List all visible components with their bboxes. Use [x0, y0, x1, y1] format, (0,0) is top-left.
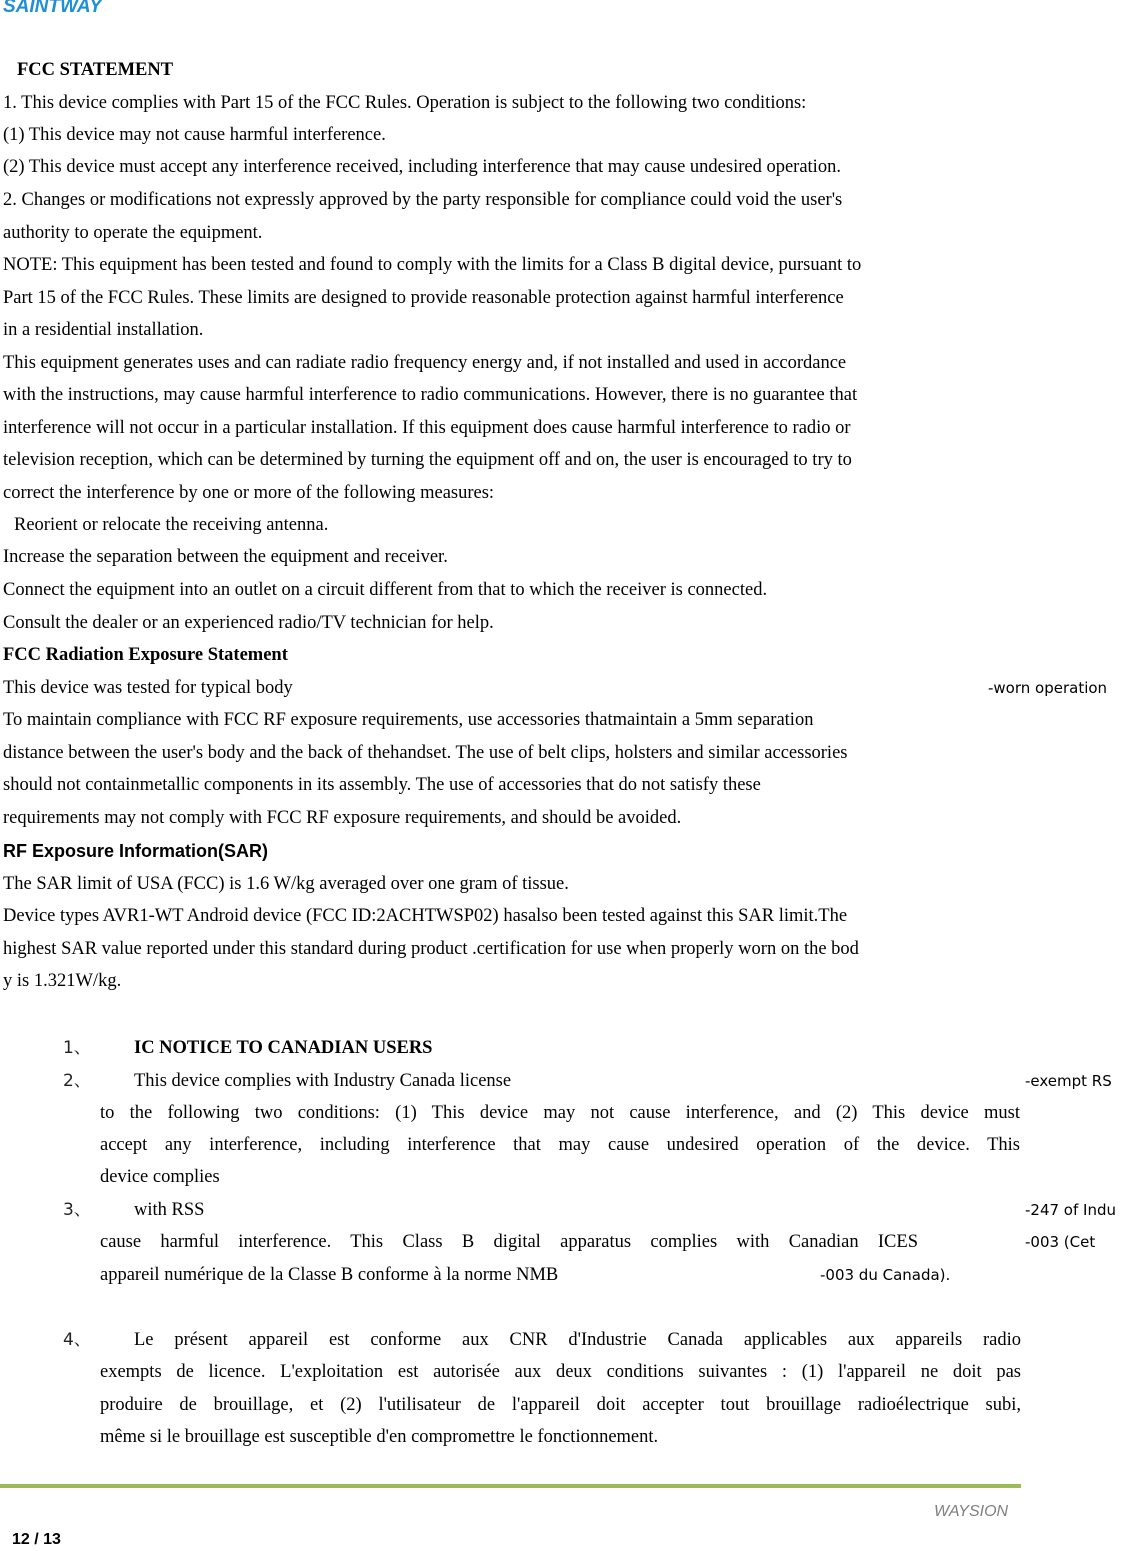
ic-line: This device complies with Industry Canada license [134, 1071, 512, 1091]
exposure-line: To maintain compliance with FCC RF exposure requirements, use accessories thatmaintain a 5mm separation [3, 710, 814, 730]
fcc-line: in a residential installation. [3, 320, 204, 340]
exposure-line: distance between the user's body and the back of thehandset. The use of belt clips, holsters and similar accessories [3, 743, 848, 763]
fcc-line: television reception, which can be determined by turning the equipment off and on, the user is encouraged to try to [3, 450, 852, 470]
fcc-line: interference will not occur in a particular installation. If this equipment does cause harmful interference to radio or [3, 418, 851, 438]
ic-item-number: 4、 [63, 1330, 91, 1350]
footer-rule [0, 1484, 1021, 1488]
fcc-measure: Consult the dealer or an experienced radio/TV technician for help. [3, 613, 494, 633]
exposure-line-fragment: -worn operation [988, 679, 1108, 697]
footer-brand: WAYSION [934, 1503, 1009, 1520]
ic-item-number: 1、 [63, 1038, 91, 1058]
ic-line: accept any interference, including interference that may cause undesired operation of the device. This [100, 1135, 1020, 1155]
ic-line: cause harmful interference. This Class B digital apparatus complies with Canadian ICES [100, 1232, 918, 1252]
ic-line: produire de brouillage, et (2) l'utilisateur de l'appareil doit accepter tout brouillage radioélectrique subi, [100, 1395, 1021, 1415]
ic-line: Le présent appareil est conforme aux CNR d'Industrie Canada applicables aux appareils radio [134, 1330, 1021, 1350]
sar-line: highest SAR value reported under this standard during product .certification for use when properly worn on the bod [3, 939, 859, 959]
exposure-line: should not containmetallic components in its assembly. The use of accessories that do not satisfy these [3, 775, 761, 795]
fcc-line: 1. This device complies with Part 15 of the FCC Rules. Operation is subject to the following two conditions: [3, 93, 807, 113]
ic-line: device complies [100, 1167, 220, 1187]
ic-line: exempts de licence. L'exploitation est autorisée aux deux conditions suivantes : (1) l'appareil ne doit pas [100, 1362, 1021, 1382]
fcc-line: with the instructions, may cause harmful interference to radio communications. However, there is no guarantee that [3, 385, 858, 405]
sar-line: The SAR limit of USA (FCC) is 1.6 W/kg averaged over one gram of tissue. [3, 874, 569, 894]
ic-line: to the following two conditions: (1) This device may not cause interference, and (2) This device must [100, 1103, 1020, 1123]
fcc-line: NOTE: This equipment has been tested and found to comply with the limits for a Class B digital device, pursuant to [3, 255, 862, 275]
fcc-line: 2. Changes or modifications not expressly approved by the party responsible for compliance could void the user's [3, 190, 843, 210]
ic-item-number: 2、 [63, 1071, 91, 1091]
fcc-measure: Increase the separation between the equipment and receiver. [3, 547, 448, 567]
exposure-line: This device was tested for typical body [3, 678, 293, 698]
ic-line: appareil numérique de la Classe B conforme à la norme NMB [100, 1265, 559, 1285]
fcc-heading: FCC STATEMENT [17, 60, 174, 80]
exposure-line: requirements may not comply with FCC RF exposure requirements, and should be avoided. [3, 808, 682, 828]
ic-line-fragment: -003 (Cet [1025, 1233, 1096, 1251]
fcc-measure: Reorient or relocate the receiving antenna. [14, 515, 329, 535]
fcc-line: This equipment generates uses and can radiate radio frequency energy and, if not installed and used in accordance [3, 353, 847, 373]
ic-line-fragment: -247 of Indu [1025, 1201, 1116, 1219]
fcc-line: correct the interference by one or more of the following measures: [3, 483, 495, 503]
ic-item-number: 3、 [63, 1200, 91, 1220]
ic-line-fragment: -003 du Canada). [820, 1266, 951, 1284]
fcc-line: authority to operate the equipment. [3, 223, 263, 243]
ic-heading: IC NOTICE TO CANADIAN USERS [134, 1038, 433, 1058]
ic-line-fragment: -exempt RS [1025, 1072, 1112, 1090]
exposure-heading: FCC Radiation Exposure Statement [3, 645, 288, 665]
page-number: 12 / 13 [12, 1531, 61, 1548]
fcc-measure: Connect the equipment into an outlet on a circuit different from that to which the receiver is connected. [3, 580, 768, 600]
sar-line: y is 1.321W/kg. [3, 971, 122, 991]
fcc-line: Part 15 of the FCC Rules. These limits are designed to provide reasonable protection against harmful interference [3, 288, 844, 308]
ic-line: with RSS [134, 1200, 205, 1220]
sar-heading: RF Exposure Information(SAR) [3, 841, 269, 861]
header-brand: SAINTWAY [3, 0, 102, 17]
ic-line: même si le brouillage est susceptible d'en compromettre le fonctionnement. [100, 1427, 659, 1447]
sar-line: Device types AVR1-WT Android device (FCC ID:2ACHTWSP02) hasalso been tested against this SAR limit.The [3, 906, 848, 926]
fcc-line: (1) This device may not cause harmful interference. [3, 125, 386, 145]
fcc-line: (2) This device must accept any interference received, including interference that may cause undesired operation. [3, 157, 841, 177]
